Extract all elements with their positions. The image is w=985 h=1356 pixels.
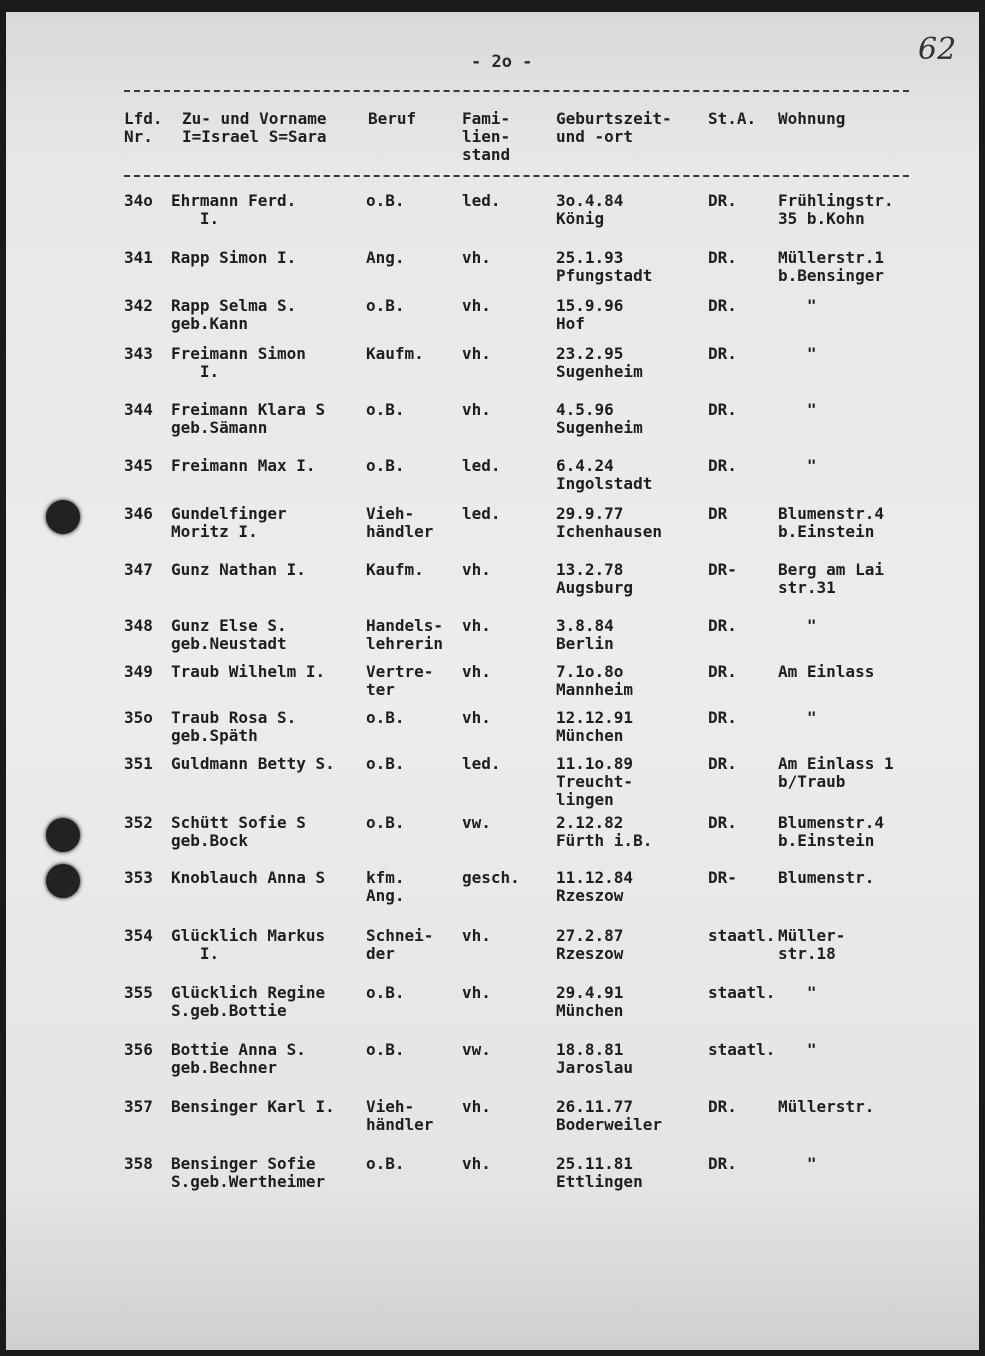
row-name: Rapp Selma S. geb.Kann	[171, 296, 297, 333]
row-nr: 346	[124, 504, 153, 523]
row-geburt: 6.4.24 Ingolstadt	[556, 456, 653, 493]
row-beruf: o.B.	[366, 983, 405, 1002]
row-wohnung: "	[778, 983, 817, 1002]
row-beruf: o.B.	[366, 456, 405, 475]
row-nr: 34o	[124, 191, 153, 210]
row-staatsangehoerigkeit: DR.	[708, 616, 737, 635]
header-bottom-rule	[124, 175, 909, 177]
row-name: Traub Rosa S. geb.Späth	[171, 708, 297, 745]
row-wohnung: "	[778, 456, 817, 475]
row-wohnung: Blumenstr.4 b.Einstein	[778, 504, 884, 541]
row-geburt: 11.1o.89 Treucht- lingen	[556, 754, 634, 809]
row-name: Freimann Klara S geb.Sämann	[171, 400, 326, 437]
row-beruf: o.B.	[366, 754, 405, 773]
row-name: Knoblauch Anna S	[171, 868, 326, 887]
row-wohnung: "	[778, 616, 817, 635]
row-name: Glücklich Regine S.geb.Bottie	[171, 983, 326, 1020]
row-staatsangehoerigkeit: DR	[708, 504, 728, 523]
row-wohnung: Blumenstr.	[778, 868, 875, 887]
row-staatsangehoerigkeit: DR-	[708, 560, 737, 579]
row-familienstand: vh.	[462, 1097, 491, 1116]
row-beruf: Vieh- händler	[366, 504, 434, 541]
punch-hole	[46, 864, 80, 898]
table-row	[6, 927, 979, 983]
header-geburt: Geburtszeit- und -ort	[556, 109, 672, 146]
row-wohnung: Müllerstr.1 b.Bensinger	[778, 248, 884, 285]
row-name: Schütt Sofie S geb.Bock	[171, 813, 306, 850]
row-staatsangehoerigkeit: DR.	[708, 1097, 737, 1116]
header-nr: Lfd. Nr.	[124, 109, 163, 146]
row-beruf: Schnei- der	[366, 926, 434, 963]
punch-hole	[46, 818, 80, 852]
row-beruf: o.B.	[366, 813, 405, 832]
row-nr: 351	[124, 754, 153, 773]
row-wohnung: Berg am Lai str.31	[778, 560, 884, 597]
row-familienstand: vh.	[462, 708, 491, 727]
row-geburt: 26.11.77 Boderweiler	[556, 1097, 662, 1134]
row-name: Gunz Nathan I.	[171, 560, 306, 579]
row-wohnung: Frühlingstr. 35 b.Kohn	[778, 191, 894, 228]
row-staatsangehoerigkeit: DR.	[708, 191, 737, 210]
row-staatsangehoerigkeit: staatl.	[708, 983, 776, 1002]
table-row	[6, 401, 979, 457]
row-geburt: 25.11.81 Ettlingen	[556, 1154, 643, 1191]
row-geburt: 13.2.78 Augsburg	[556, 560, 634, 597]
row-beruf: kfm. Ang.	[366, 868, 405, 905]
row-wohnung: "	[778, 1040, 817, 1059]
row-staatsangehoerigkeit: staatl.	[708, 926, 776, 945]
row-staatsangehoerigkeit: DR.	[708, 456, 737, 475]
page-number: - 2o -	[471, 52, 533, 72]
header-wohnung: Wohnung	[778, 109, 846, 128]
table-row	[6, 1155, 979, 1211]
table-row	[6, 814, 979, 870]
row-name: Rapp Simon I.	[171, 248, 297, 267]
row-staatsangehoerigkeit: DR.	[708, 344, 737, 363]
row-nr: 345	[124, 456, 153, 475]
row-name: Traub Wilhelm I.	[171, 662, 326, 681]
row-familienstand: led.	[462, 754, 501, 773]
row-familienstand: vh.	[462, 248, 491, 267]
row-beruf: o.B.	[366, 1040, 405, 1059]
table-row	[6, 345, 979, 401]
row-nr: 35o	[124, 708, 153, 727]
row-wohnung: "	[778, 296, 817, 315]
row-nr: 355	[124, 983, 153, 1002]
row-wohnung: Müllerstr.	[778, 1097, 875, 1116]
row-staatsangehoerigkeit: DR-	[708, 868, 737, 887]
row-name: Bensinger Karl I.	[171, 1097, 335, 1116]
row-geburt: 11.12.84 Rzeszow	[556, 868, 634, 905]
row-nr: 357	[124, 1097, 153, 1116]
row-geburt: 27.2.87 Rzeszow	[556, 926, 624, 963]
row-wohnung: "	[778, 1154, 817, 1173]
row-staatsangehoerigkeit: DR.	[708, 754, 737, 773]
row-familienstand: vh.	[462, 616, 491, 635]
row-geburt: 7.1o.8o Mannheim	[556, 662, 634, 699]
row-beruf: o.B.	[366, 191, 405, 210]
row-nr: 356	[124, 1040, 153, 1059]
row-familienstand: vh.	[462, 400, 491, 419]
row-nr: 353	[124, 868, 153, 887]
row-familienstand: vw.	[462, 1040, 491, 1059]
row-beruf: Vieh- händler	[366, 1097, 434, 1134]
row-geburt: 23.2.95 Sugenheim	[556, 344, 643, 381]
row-staatsangehoerigkeit: staatl.	[708, 1040, 776, 1059]
punch-hole	[46, 500, 80, 534]
table-row	[6, 1098, 979, 1154]
row-geburt: 3o.4.84 König	[556, 191, 624, 228]
header-familienstand: Fami- lien- stand	[462, 109, 511, 164]
row-nr: 352	[124, 813, 153, 832]
table-row	[6, 755, 979, 811]
header-beruf: Beruf	[368, 109, 417, 128]
row-staatsangehoerigkeit: DR.	[708, 1154, 737, 1173]
row-beruf: Vertre- ter	[366, 662, 434, 699]
table-row	[6, 1041, 979, 1097]
row-familienstand: vh.	[462, 926, 491, 945]
row-nr: 348	[124, 616, 153, 635]
row-beruf: Handels- lehrerin	[366, 616, 444, 653]
row-staatsangehoerigkeit: DR.	[708, 248, 737, 267]
row-familienstand: vw.	[462, 813, 491, 832]
row-wohnung: "	[778, 708, 817, 727]
row-beruf: o.B.	[366, 296, 405, 315]
row-familienstand: vh.	[462, 560, 491, 579]
row-name: Ehrmann Ferd. I.	[171, 191, 297, 228]
row-staatsangehoerigkeit: DR.	[708, 400, 737, 419]
row-beruf: o.B.	[366, 708, 405, 727]
row-familienstand: vh.	[462, 344, 491, 363]
row-nr: 343	[124, 344, 153, 363]
row-name: Freimann Simon I.	[171, 344, 306, 381]
row-nr: 354	[124, 926, 153, 945]
row-familienstand: vh.	[462, 662, 491, 681]
row-name: Gundelfinger Moritz I.	[171, 504, 287, 541]
row-geburt: 25.1.93 Pfungstadt	[556, 248, 653, 285]
row-wohnung: Blumenstr.4 b.Einstein	[778, 813, 884, 850]
row-geburt: 4.5.96 Sugenheim	[556, 400, 643, 437]
table-row	[6, 561, 979, 617]
row-beruf: Ang.	[366, 248, 405, 267]
table-row	[6, 984, 979, 1040]
row-name: Guldmann Betty S.	[171, 754, 335, 773]
row-familienstand: gesch.	[462, 868, 520, 887]
row-familienstand: led.	[462, 456, 501, 475]
header-sta: St.A.	[708, 109, 757, 128]
row-nr: 347	[124, 560, 153, 579]
row-familienstand: vh.	[462, 296, 491, 315]
row-name: Bottie Anna S. geb.Bechner	[171, 1040, 306, 1077]
header-top-rule	[124, 90, 909, 92]
row-wohnung: Am Einlass	[778, 662, 875, 681]
row-familienstand: led.	[462, 504, 501, 523]
header-name: Zu- und Vorname I=Israel S=Sara	[182, 109, 327, 146]
row-staatsangehoerigkeit: DR.	[708, 708, 737, 727]
table-row	[6, 192, 979, 248]
archive-number: 62	[918, 32, 957, 67]
row-nr: 342	[124, 296, 153, 315]
row-geburt: 15.9.96 Hof	[556, 296, 624, 333]
row-staatsangehoerigkeit: DR.	[708, 296, 737, 315]
document-page	[6, 12, 979, 1350]
row-wohnung: "	[778, 344, 817, 363]
row-geburt: 3.8.84 Berlin	[556, 616, 614, 653]
row-geburt: 29.9.77 Ichenhausen	[556, 504, 662, 541]
row-geburt: 18.8.81 Jaroslau	[556, 1040, 634, 1077]
row-beruf: o.B.	[366, 400, 405, 419]
row-beruf: Kaufm.	[366, 560, 424, 579]
row-staatsangehoerigkeit: DR.	[708, 813, 737, 832]
row-name: Gunz Else S. geb.Neustadt	[171, 616, 287, 653]
table-row	[6, 505, 979, 561]
row-nr: 358	[124, 1154, 153, 1173]
row-wohnung: "	[778, 400, 817, 419]
row-beruf: Kaufm.	[366, 344, 424, 363]
row-wohnung: Am Einlass 1 b/Traub	[778, 754, 894, 791]
row-nr: 349	[124, 662, 153, 681]
row-wohnung: Müller- str.18	[778, 926, 846, 963]
row-staatsangehoerigkeit: DR.	[708, 662, 737, 681]
row-beruf: o.B.	[366, 1154, 405, 1173]
row-nr: 341	[124, 248, 153, 267]
row-geburt: 29.4.91 München	[556, 983, 624, 1020]
row-geburt: 2.12.82 Fürth i.B.	[556, 813, 653, 850]
row-name: Bensinger Sofie S.geb.Wertheimer	[171, 1154, 326, 1191]
row-familienstand: led.	[462, 191, 501, 210]
row-name: Freimann Max I.	[171, 456, 316, 475]
row-geburt: 12.12.91 München	[556, 708, 634, 745]
table-row	[6, 869, 979, 925]
row-familienstand: vh.	[462, 983, 491, 1002]
row-familienstand: vh.	[462, 1154, 491, 1173]
row-name: Glücklich Markus I.	[171, 926, 326, 963]
row-nr: 344	[124, 400, 153, 419]
